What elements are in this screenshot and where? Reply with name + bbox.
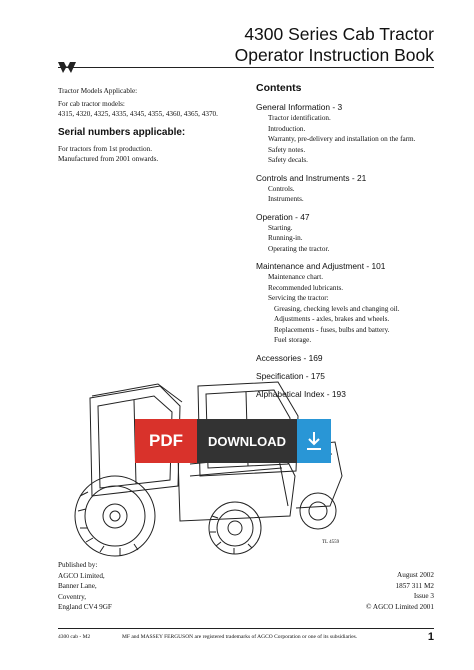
models-line-1: For cab tractor models: [58, 100, 125, 108]
toc-section-index[interactable]: Alphabetical Index - 193 [256, 388, 346, 399]
published-by: Published by: [58, 561, 98, 569]
document-title [235, 24, 434, 66]
toc-subitem[interactable]: Greasing, checking levels and changing oil. [274, 304, 400, 313]
toc-item[interactable]: Safety notes. [268, 145, 306, 154]
models-heading: Tractor Models Applicable: [58, 87, 138, 95]
publisher-name: AGCO Limited, [58, 571, 105, 580]
footer-code: 4300 cab - M2 [58, 634, 91, 640]
toc-item[interactable]: Controls. [268, 184, 295, 193]
part-number: 1857 311 M2 [395, 581, 434, 590]
toc-subitem[interactable]: Adjustments - axles, brakes and wheels. [274, 315, 390, 323]
serial-heading: Serial numbers applicable: [58, 127, 186, 138]
title-line-1: 4300 Series Cab Tractor [244, 24, 434, 44]
publisher-country: England CV4 9GF [58, 603, 112, 612]
toc-section-operation[interactable]: Operation - 47 [256, 211, 310, 222]
toc-item[interactable]: Starting. [268, 223, 293, 232]
tractor-illustration [50, 376, 350, 561]
models-line-2: 4315, 4320, 4325, 4335, 4345, 4355, 4360, 4365, 4370. [58, 110, 218, 118]
toc-section-accessories[interactable]: Accessories - 169 [256, 352, 323, 363]
toc-subitem[interactable]: Fuel storage. [274, 336, 312, 344]
footer-divider [58, 628, 434, 629]
toc-item[interactable]: Recommended lubricants. [268, 283, 344, 292]
contents-title: Contents [256, 82, 302, 94]
header-divider [58, 67, 434, 68]
toc-section-maintenance[interactable]: Maintenance and Adjustment - 101 [256, 261, 386, 271]
title-line-2: Operator Instruction Book [234, 45, 434, 65]
publisher-street: Banner Lane, [58, 582, 97, 591]
toc-section-controls[interactable]: Controls and Instruments - 21 [256, 172, 367, 183]
publisher-address [58, 560, 112, 613]
toc-item[interactable]: Running-in. [268, 234, 303, 242]
download-label: DOWNLOAD [197, 419, 297, 463]
publication-date: August 2002 [397, 571, 434, 579]
toc-item[interactable]: Maintenance chart. [268, 273, 324, 281]
toc-section-specification[interactable]: Specification - 175 [256, 370, 325, 381]
toc-item[interactable]: Operating the tractor. [268, 244, 330, 253]
serial-line-1: For tractors from 1st production. [58, 145, 153, 153]
serial-line-2: Manufactured from 2001 onwards. [58, 155, 159, 163]
toc-item[interactable]: Safety decals. [268, 156, 308, 164]
applicability-panel [58, 86, 243, 164]
download-arrow-icon [297, 419, 331, 463]
pdf-label: PDF [135, 419, 197, 463]
figure-label: TL 4559 [322, 540, 340, 545]
publisher-city: Coventry, [58, 592, 87, 601]
toc-item[interactable]: Introduction. [268, 124, 306, 133]
pdf-download-button[interactable] [135, 419, 331, 463]
copyright: © AGCO Limited 2001 [366, 602, 434, 611]
issue-number: Issue 3 [413, 592, 434, 601]
toc-subitem[interactable]: Replacements - fuses, bulbs and battery. [274, 325, 390, 334]
publication-info [366, 570, 434, 612]
page-number: 1 [427, 631, 434, 643]
table-of-contents [256, 82, 446, 400]
toc-item[interactable]: Warranty, pre-delivery and installation on the farm. [268, 135, 416, 143]
toc-item[interactable]: Instruments. [268, 195, 304, 203]
toc-section-general[interactable]: General Information - 3 [256, 102, 343, 112]
trademark-notice: MF and MASSEY FERGUSON are registered trademarks of AGCO Corporation or one of its subsidiaries. [122, 634, 358, 640]
toc-item[interactable]: Tractor identification. [268, 114, 331, 122]
toc-item[interactable]: Servicing the tractor: [268, 294, 329, 302]
